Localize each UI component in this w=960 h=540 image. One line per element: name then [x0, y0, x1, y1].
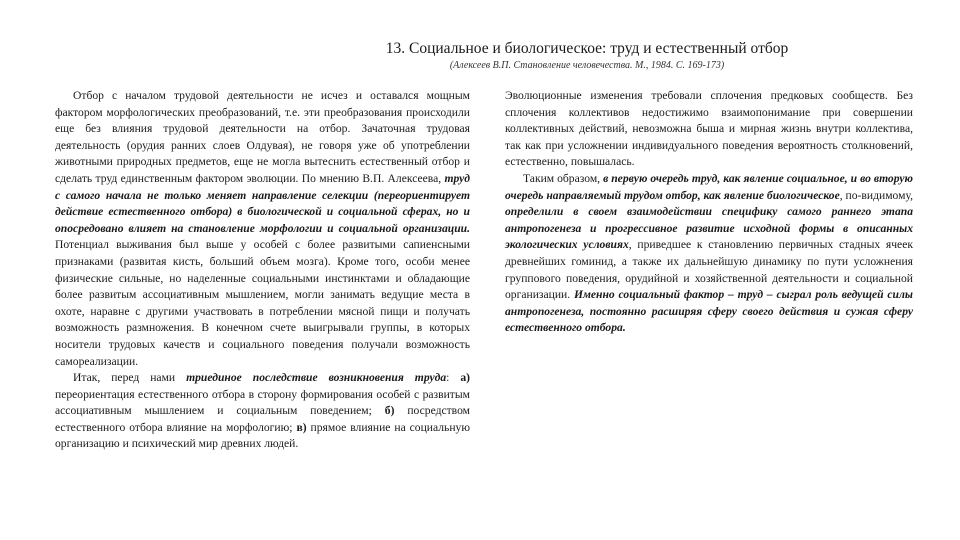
- right-p2-emphasis-3: Именно социальный фактор – труд – сыграл роль ведущей силы антропогенеза, постоянно расширяя сферу своего действия и сужая сферу естественного отбора.: [505, 288, 913, 335]
- left-paragraph-2: [55, 370, 470, 453]
- left-paragraph-1: [55, 88, 470, 370]
- left-p1-text-a: Отбор с началом трудовой деятельности не исчез и оставался мощным фактором морфологических преобразований, т.е. эти преобразования происходили еще без влияния трудовой деятельности на отбор. Зачаточная трудовая деятельность (орудия ранних слоев Олдувая), не говоря уже об употреблении животными природных предметов, еще не могла вытеснить естественный отбор и сделать труд единственным фактором эволюции. По мнению В.П. Алексеева,: [55, 89, 470, 185]
- left-p2-emphasis: триединое последствие возникновения труда: [186, 371, 447, 385]
- right-column: [505, 88, 913, 337]
- left-p1-text-b: Потенциал выживания был выше у особей с более развитыми сапиенсными признаками (развитая кисть, больший объем мозга). Кроме того, особи менее физические сильные, но наделенные социальными инстинктами и обладающие более развитым ассоциативным мышлением, могли занимать ведущие места в охоте, наравне с другими участвовать в потреблении мясной пищи и получать возможность размножения. В конечном счете выигрывали группы, в которых носители трудовых качеств и социального поведения получали возможность самореализации.: [55, 238, 470, 368]
- source-citation: (Алексеев В.П. Становление человечества. М., 1984. С. 169-173): [449, 60, 725, 71]
- left-p2-text-d: посредством естественного отбора влияние на морфологию;: [55, 404, 470, 434]
- left-p2-text-e: прямое влияние на социальную организацию и психический мир древних людей.: [55, 420, 470, 451]
- left-p2-text-c: переориентация естественного отбора в сторону формирования особей с развитым ассоциативным мышлением и социальным поведением;: [55, 387, 470, 418]
- left-p2-text-b: :: [446, 371, 461, 385]
- right-paragraph-2: [505, 171, 913, 337]
- right-p2-emphasis-2: определили в своем взаимодействии специфику самого раннего этапа антропогенеза и прогрессивное развитие исходной формы в описанных экологических условиях: [505, 205, 913, 252]
- left-column: [55, 88, 470, 453]
- left-p2-text-a: Итак, перед нами: [73, 371, 187, 385]
- right-p2-text-a: Таким образом,: [523, 171, 604, 185]
- right-p2-text-c: , приведшее к становлению первичных стадных ячеек древнейших гоминид, а также их дальнейшую динамику по пути усложнения группового поведения, орудийной и хозяйственной деятельности и социальной организации.: [505, 238, 913, 302]
- left-p1-emphasis: труд с самого начала не только меняет направление селекции (переориентирует действие естественного отбора) в биологической и социальной сферах, но и опосредовано влияет на становление морфологии и социальной организации.: [55, 171, 470, 235]
- list-marker-c: в): [296, 420, 307, 434]
- right-p2-emphasis-1: в первую очередь труд, как явление социальное, и во вторую очередь направляемый трудом отбор, как явление биологическое: [505, 171, 913, 202]
- list-marker-a: а): [460, 371, 470, 385]
- page-title: 13. Социальное и биологическое: труд и естественный отбор: [385, 40, 789, 57]
- list-marker-b: б): [384, 404, 395, 418]
- right-p2-text-b: , по-видимому,: [839, 188, 913, 202]
- right-paragraph-1: Эволюционные изменения требовали сплочения предковых сообществ. Без сплочения коллективов недостижимо взаимопонимание при совершении коллективных действий, невозможна быша и мирная жизнь внутри коллектива, так как при усложнении индивидуального поведения вероятность столкновений, естественно, повышалась.: [505, 89, 913, 169]
